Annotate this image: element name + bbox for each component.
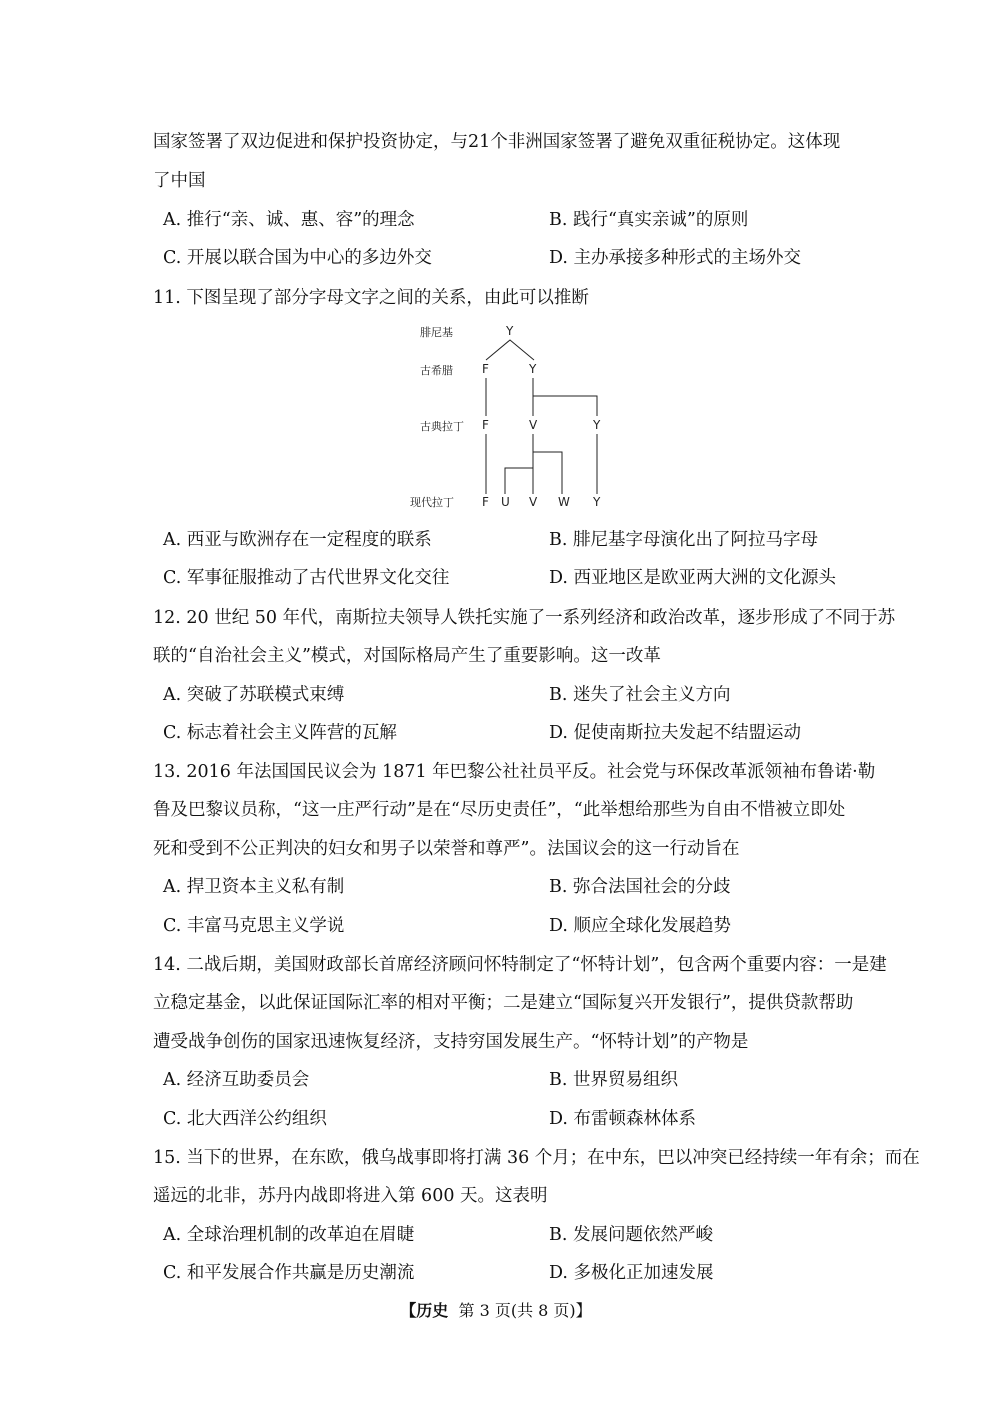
q13-stem-line1: 13. 2016 年法国国民议会为 1871 年巴黎公社社员平反。社会党与环保改革派领袖布鲁诺·勒 (153, 762, 876, 782)
q13-option-d[interactable]: D. 顺应全球化发展趋势 (549, 916, 732, 936)
page-footer (0, 1298, 992, 1321)
row-label-greek: 古希腊 (420, 364, 453, 377)
q13-option-b[interactable]: B. 弥合法国社会的分歧 (549, 877, 731, 897)
row-label-classical-latin: 古典拉丁 (420, 420, 464, 433)
letter-modern-w: W (558, 495, 570, 509)
letter-phoenician-y: Y (506, 324, 514, 338)
q10-option-b[interactable]: B. 践行“真实亲诚”的原则 (549, 210, 749, 230)
q14-stem-line2: 立稳定基金，以此保证国际汇率的相对平衡；二是建立“国际复兴开发银行”，提供贷款帮助 (153, 993, 854, 1013)
q12-option-a[interactable]: A. 突破了苏联模式束缚 (163, 685, 345, 705)
q14-option-b[interactable]: B. 世界贸易组织 (549, 1070, 678, 1090)
letter-modern-v: V (529, 495, 538, 509)
q13-stem-line3: 死和受到不公正判决的妇女和男子以荣誉和尊严”。法国议会的这一行动旨在 (153, 839, 740, 859)
letter-modern-y: Y (593, 495, 601, 509)
letter-classical-f: F (482, 418, 489, 432)
q10-stem-line2: 了中国 (153, 171, 206, 191)
q13-option-a[interactable]: A. 捍卫资本主义私有制 (163, 877, 345, 897)
row-label-phoenician: 腓尼基 (420, 326, 453, 339)
q12-option-b[interactable]: B. 迷失了社会主义方向 (549, 685, 731, 705)
q14-stem-line3: 遭受战争创伤的国家迅速恢复经济，支持穷国发展生产。“怀特计划”的产物是 (153, 1032, 749, 1052)
q15-stem-line2: 遥远的北非，苏丹内战即将进入第 600 天。这表明 (153, 1186, 548, 1206)
q14-stem-line1: 14. 二战后期，美国财政部长首席经济顾问怀特制定了“怀特计划”，包含两个重要内容：一是建 (153, 955, 887, 975)
q13-stem-line2: 鲁及巴黎议员称，“这一庄严行动”是在“尽历史责任”，“此举想给那些为自由不惜被立即处 (153, 800, 846, 820)
q10-option-a[interactable]: A. 推行“亲、诚、惠、容”的理念 (163, 210, 415, 230)
q10-option-c[interactable]: C. 开展以联合国为中心的多边外交 (163, 248, 432, 268)
letter-classical-v: V (529, 418, 538, 432)
q11-option-d[interactable]: D. 西亚地区是欧亚两大洲的文化源头 (549, 568, 837, 588)
q15-stem-line1: 15. 当下的世界，在东欧，俄乌战事即将打满 36 个月；在中东，巴以冲突已经持续一年有余；而在 (153, 1148, 920, 1168)
row-label-modern-latin: 现代拉丁 (410, 496, 454, 509)
letter-classical-y: Y (593, 418, 601, 432)
q15-option-d[interactable]: D. 多极化正加速发展 (549, 1263, 714, 1283)
q13-option-c[interactable]: C. 丰富马克思主义学说 (163, 916, 345, 936)
q11-option-b[interactable]: B. 腓尼基字母演化出了阿拉马字母 (549, 530, 818, 550)
q15-option-c[interactable]: C. 和平发展合作共赢是历史潮流 (163, 1263, 415, 1283)
q10-stem-line1: 国家签署了双边促进和保护投资协定，与21个非洲国家签署了避免双重征税协定。这体现 (153, 132, 841, 152)
q11-stem: 11. 下图呈现了部分字母文字之间的关系，由此可以推断 (153, 288, 589, 308)
letter-modern-f: F (482, 495, 489, 509)
letter-greek-y: Y (529, 362, 537, 376)
q15-option-a[interactable]: A. 全球治理机制的改革迫在眉睫 (163, 1225, 415, 1245)
q15-option-b[interactable]: B. 发展问题依然严峻 (549, 1225, 713, 1245)
q11-option-c[interactable]: C. 军事征服推动了古代世界文化交往 (163, 568, 450, 588)
q12-option-d[interactable]: D. 促使南斯拉夫发起不结盟运动 (549, 723, 802, 743)
footer-page-number: 第 3 页(共 8 页)】 (458, 1301, 592, 1320)
q14-option-d[interactable]: D. 布雷顿森林体系 (549, 1109, 697, 1129)
q14-option-c[interactable]: C. 北大西洋公约组织 (163, 1109, 327, 1129)
letter-modern-u: U (501, 495, 510, 509)
q11-option-a[interactable]: A. 西亚与欧洲存在一定程度的联系 (163, 530, 432, 550)
footer-subject: 【历史 (400, 1301, 449, 1320)
letter-greek-f: F (482, 362, 489, 376)
q14-option-a[interactable]: A. 经济互助委员会 (163, 1070, 310, 1090)
q12-stem-line1: 12. 20 世纪 50 年代，南斯拉夫领导人铁托实施了一系列经济和政治改革，逐步形成了不同于苏 (153, 608, 896, 628)
q12-option-c[interactable]: C. 标志着社会主义阵营的瓦解 (163, 723, 397, 743)
q10-option-d[interactable]: D. 主办承接多种形式的主场外交 (549, 248, 802, 268)
alphabet-relation-diagram (410, 318, 640, 518)
q12-stem-line2: 联的“自治社会主义”模式，对国际格局产生了重要影响。这一改革 (153, 646, 661, 666)
